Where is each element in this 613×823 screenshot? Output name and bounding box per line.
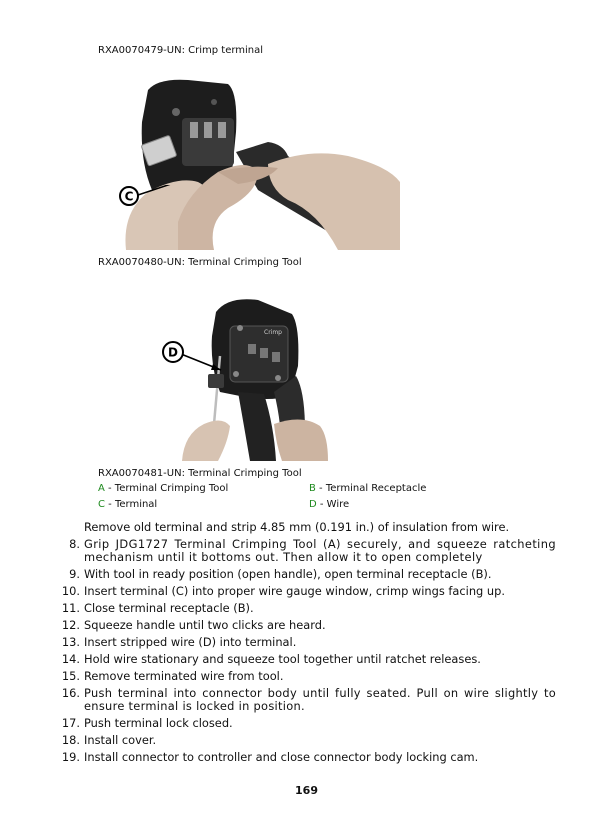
legend-label-a: - Terminal Crimping Tool [104, 483, 229, 494]
step-number: 15. [61, 669, 80, 683]
legend-item-b [309, 483, 426, 494]
intro-text: Remove old terminal and strip 4.85 mm (0.191 in.) of insulation from wire. [84, 520, 510, 534]
legend-key-d: D [309, 499, 317, 510]
step-text: Close terminal receptacle (B). [84, 601, 254, 615]
step-text: Squeeze handle until two clicks are heard. [84, 618, 326, 632]
step-item [0, 585, 556, 598]
step-text: Remove terminated wire from tool. [84, 669, 284, 683]
step-number: 9. [69, 567, 80, 581]
figure-caption-1: RXA0070479-UN: Crimp terminal [98, 45, 264, 56]
step-number: 8. [69, 537, 80, 551]
step-number: 12. [61, 618, 80, 632]
legend-key-b: B [309, 483, 316, 494]
callout-d-label: D [168, 345, 178, 360]
procedure-steps [0, 538, 556, 764]
step-text: Push terminal into connector body until fully seated. Pull on wire slightly to ensure terminal is locked in position. [84, 686, 556, 713]
legend-label-b: - Terminal Receptacle [315, 483, 427, 494]
step-number: 14. [61, 652, 80, 666]
step-item [0, 687, 556, 713]
step-number: 11. [61, 601, 80, 615]
step-text: Insert terminal (C) into proper wire gauge window, crimp wings facing up. [84, 584, 505, 598]
step-text: Hold wire stationary and squeeze tool together until ratchet releases. [84, 652, 481, 666]
step-number: 10. [61, 584, 80, 598]
step-text: With tool in ready position (open handle), open terminal receptacle (B). [84, 567, 492, 581]
step-item [0, 653, 556, 666]
legend-key-c: C [98, 499, 105, 510]
tool-brand-label: Crimp [264, 329, 282, 336]
step-text: Install cover. [84, 733, 157, 747]
legend-key-a: A [98, 483, 105, 494]
callout-d-marker [161, 340, 225, 380]
figure-caption-2: RXA0070480-UN: Terminal Crimping Tool [98, 257, 302, 268]
step-text: Grip JDG1727 Terminal Crimping Tool (A) securely, and squeeze ratcheting mechanism until it bottoms out. Then allow it to open completely [84, 537, 556, 564]
step-item [0, 538, 556, 564]
step-item [0, 717, 556, 730]
step-item [0, 670, 556, 683]
step-number: 17. [61, 716, 80, 730]
photo-crimp-terminal [118, 72, 400, 250]
step-text: Insert stripped wire (D) into terminal. [84, 635, 297, 649]
step-item [0, 619, 556, 632]
step-item [0, 568, 556, 581]
step-text: Push terminal lock closed. [84, 716, 233, 730]
step-number: 19. [61, 750, 80, 764]
page-number: 169 [295, 784, 318, 797]
legend-item-c [98, 499, 157, 510]
step-item [0, 602, 556, 615]
step-number: 13. [61, 635, 80, 649]
figure-caption-3: RXA0070481-UN: Terminal Crimping Tool [98, 468, 302, 479]
step-item [0, 636, 556, 649]
legend-item-a [98, 483, 228, 494]
legend-label-d: - Wire [316, 499, 350, 510]
callout-c-marker [118, 185, 188, 217]
legend-item-d [309, 499, 349, 510]
step-item [0, 751, 556, 764]
step-item [0, 734, 556, 747]
step-text: Install connector to controller and close connector body locking cam. [84, 750, 479, 764]
callout-c-label: C [124, 189, 134, 204]
step-number: 16. [61, 686, 80, 700]
step-number: 18. [61, 733, 80, 747]
legend-label-c: - Terminal [104, 499, 158, 510]
